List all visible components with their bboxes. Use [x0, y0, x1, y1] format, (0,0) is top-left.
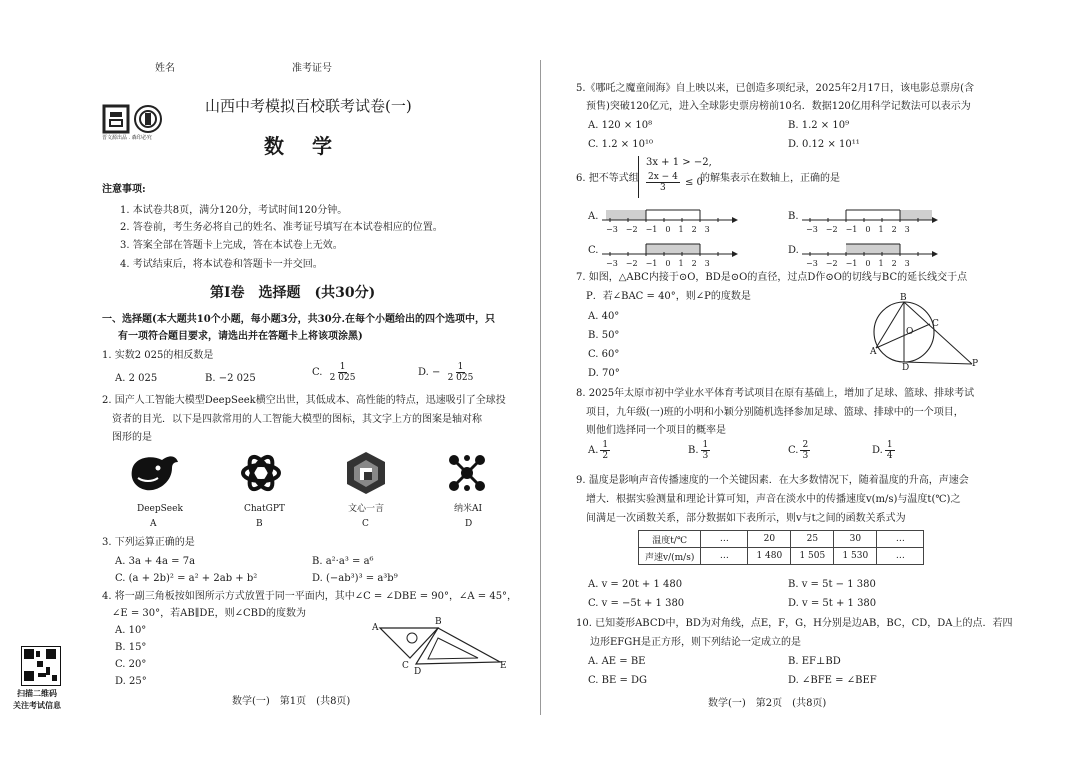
q9-line3: 间满足一次函数关系，部分数据如下表所示，则v与t之间的函数关系式为: [586, 513, 906, 524]
q9-option-a: A. v = 20t + 1 480: [588, 579, 683, 590]
q8-line2: 项目，九年级(一)班的小明和小颖分别随机选择参加足球、篮球、排球中的一个项目，: [586, 407, 964, 418]
deepseek-icon: [128, 450, 180, 498]
q6-ineq-1: 3x + 1 > −2,: [646, 157, 712, 168]
q9-line1: 9. 温度是影响声音传播速度的一个关键因素．在大多数情况下，随着温度的升高，声速会: [576, 475, 969, 486]
q8-line3: 则他们选择同一个项目的概率是: [586, 425, 726, 436]
q2-line2: 资者的目光．以下是四款常用的人工智能大模型的图标，其文字上方的图案是轴对称: [112, 414, 482, 425]
q8-option-d: D. $\frac{1}{4}$: [872, 440, 893, 461]
number-line-d-label: D.: [788, 245, 799, 256]
nami-ai-icon: [446, 452, 488, 498]
publisher-logo: [102, 104, 166, 144]
fig7-label-d: D: [902, 363, 910, 373]
q5-line2: 预售)突破120亿元，进入全球影史票房榜前10名．数据120亿用科学记数法可以表示为: [586, 101, 971, 112]
notes-title: 注意事项:: [102, 184, 146, 195]
q6-stem-post: 的解集表示在数轴上，正确的是: [700, 173, 840, 184]
icon-caption-d: 纳米AI: [454, 504, 483, 514]
number-line-c: [588, 240, 738, 272]
icon-letter-c: C: [362, 519, 369, 529]
q2-line1: 2. 国产人工智能大模型DeepSeek横空出世，其低成本、高性能的特点，迅速吸引了全球投: [102, 395, 506, 406]
icon-letter-d: D: [465, 519, 473, 529]
q8-line1: 8. 2025年太原市初中学业水平体育考试项目在原有基础上，增加了足球、篮球、排球考试: [576, 388, 975, 399]
subject-title: 数 学: [264, 134, 336, 158]
q5-option-d: D. 0.12 × 10¹¹: [788, 139, 860, 150]
q7-line2: P．若∠BAC = 40°，则∠P的度数是: [586, 291, 751, 302]
table-cell: …: [877, 548, 924, 565]
table-row: [639, 548, 924, 565]
triangle-figure: [372, 616, 512, 676]
table-cell: 温度t/℃: [639, 531, 701, 548]
q6-ineq-2: $\frac{2x - 4}{3}$ ≤ 0: [648, 172, 703, 193]
part-title: 第Ⅰ卷 选择题 (共30分): [210, 285, 376, 301]
q1-option-c: C. $\frac{1}{2 025}$: [312, 362, 356, 383]
q1-option-b: B. −2 025: [205, 373, 256, 384]
q10-line2: 边形EFGH是正方形，则下列结论一定成立的是: [590, 637, 801, 648]
q6-brace: [638, 156, 643, 198]
page-divider: [540, 60, 541, 715]
q1-option-d: D. − $\frac{1}{2 025}$: [418, 362, 474, 383]
number-line-b-label: B.: [788, 211, 799, 222]
q8-option-c: C. $\frac{2}{3}$: [788, 440, 809, 461]
table-cell: …: [701, 548, 748, 565]
number-line-d: [788, 240, 938, 272]
qr-caption-1: 扫描二维码: [17, 688, 57, 698]
q1-option-a: A. 2 025: [115, 373, 158, 384]
q4-option-d: D. 25°: [115, 676, 147, 687]
section-header-line1: 一、选择题(本大题共10个小题，每小题3分，共30分.在每个小题给出的四个选项中，只: [102, 314, 496, 325]
q1-stem: 1. 实数2 025的相反数是: [102, 350, 214, 361]
q3-option-a: A. 3a + 4a = 7a: [115, 556, 196, 567]
circle-figure: [868, 293, 980, 373]
note-3: 3. 答案全部在答题卡上完成，答在本试卷上无效。: [120, 240, 343, 251]
number-line-b: [788, 206, 938, 238]
number-line-a-ticks: −3 −2 −1 0 1 2 3: [606, 225, 710, 234]
q9-line2: 增大．根据实验测量和理论计算可知，声音在淡水中的传播速度v(m/s)与温度t(℃)之: [586, 494, 961, 505]
fig7-label-p: P: [972, 359, 979, 369]
q4-option-b: B. 15°: [115, 642, 147, 653]
q7-option-c: C. 60°: [588, 349, 620, 360]
fig7-label-o: O: [906, 327, 914, 337]
table-cell: …: [877, 531, 924, 548]
exam-title: 山西中考模拟百校联考试卷(一): [205, 97, 412, 115]
chatgpt-icon: [238, 450, 284, 500]
wenxin-icon: [344, 450, 388, 500]
q5-line1: 5.《哪吒之魔童闹海》自上映以来，已创造多项纪录，2025年2月17日，该电影总票房(含: [576, 83, 974, 94]
q4-option-c: C. 20°: [115, 659, 147, 670]
table-cell: 20: [748, 531, 791, 548]
qr-caption-2: 关注考试信息: [13, 700, 61, 710]
note-4: 4. 考试结束后，将本试卷和答题卡一并交回。: [120, 259, 323, 270]
table-cell: 1 480: [748, 548, 791, 565]
q7-option-a: A. 40°: [588, 311, 620, 322]
q4-line1: 4. 将一副三角板按如图所示方式放置于同一平面内，其中∠C = ∠DBE = 90°，∠A = 45°，: [102, 591, 518, 602]
fig4-label-c: C: [402, 661, 409, 671]
number-line-c-ticks: −3 −2 −1 0 1 2 3: [606, 259, 710, 268]
table-row: [639, 531, 924, 548]
section-header-line2: 有一项符合题目要求，请选出并在答题卡上将该项涂黑): [118, 331, 363, 342]
page2-footer: 数学(一) 第2页 (共8页): [708, 698, 827, 709]
q9-option-d: D. v = 5t + 1 380: [788, 598, 877, 609]
fig7-label-c: C: [932, 319, 939, 329]
q8-option-a: A. $\frac{1}{2}$: [588, 440, 609, 461]
number-line-d-ticks: −3 −2 −1 0 1 2 3: [806, 259, 910, 268]
q3-option-d: D. (−ab³)³ = a³b⁹: [312, 573, 398, 584]
page1-footer: 数学(一) 第1页 (共8页): [232, 696, 351, 707]
q7-option-d: D. 70°: [588, 368, 620, 379]
q10-line1: 10. 已知菱形ABCD中，BD为对角线，点E，F，G，H分别是边AB，BC，CD，DA上的点．若四: [576, 618, 1013, 629]
q9-option-b: B. v = 5t − 1 380: [788, 579, 876, 590]
publisher-caption: 晋文源出品 . 森印必究: [102, 135, 152, 141]
fig4-label-d: D: [414, 667, 422, 677]
fig7-label-b: B: [900, 293, 907, 303]
q9-option-c: C. v = −5t + 1 380: [588, 598, 685, 609]
fig4-label-a: A: [372, 623, 379, 633]
icon-caption-a: DeepSeek: [137, 504, 183, 514]
q3-option-c: C. (a + 2b)² = a² + 2ab + b²: [115, 573, 258, 584]
note-1: 1. 本试卷共8页，满分120分，考试时间120分钟。: [120, 205, 348, 216]
fig4-label-b: B: [435, 617, 442, 627]
table-cell: 声速v/(m/s): [639, 548, 701, 565]
q4-line2: ∠E = 30°，若AB∥DE，则∠CBD的度数为: [112, 608, 307, 619]
exam-no-label: 准考证号: [292, 63, 332, 74]
fig4-label-e: E: [500, 661, 507, 671]
q8-option-b: B. $\frac{1}{3}$: [688, 440, 709, 461]
table-cell: …: [701, 531, 748, 548]
q5-option-a: A. 120 × 10⁸: [588, 120, 653, 131]
q5-option-b: B. 1.2 × 10⁹: [788, 120, 850, 131]
icon-caption-b: ChatGPT: [244, 504, 285, 514]
qr-code[interactable]: [21, 646, 61, 686]
note-2: 2. 答卷前，考生务必将自己的姓名、准考证号填写在本试卷相应的位置。: [120, 222, 443, 233]
name-label: 姓名: [155, 63, 175, 74]
q3-option-b: B. a²·a³ = a⁶: [312, 556, 374, 567]
q6-stem-pre: 6. 把不等式组: [576, 173, 639, 184]
number-line-a-label: A.: [588, 211, 599, 222]
icon-caption-c: 文心一言: [348, 504, 385, 514]
number-line-a: [588, 206, 738, 238]
q10-option-d: D. ∠BFE = ∠BEF: [788, 675, 877, 686]
q10-option-b: B. EF⊥BD: [788, 656, 841, 667]
q7-line1: 7. 如图，△ABC内接于⊙O，BD是⊙O的直径，过点D作⊙O的切线与BC的延长线交于点: [576, 272, 968, 283]
q5-option-c: C. 1.2 × 10¹⁰: [588, 139, 654, 150]
q10-option-c: C. BE = DG: [588, 675, 648, 686]
speed-table: [638, 530, 924, 565]
table-cell: 25: [791, 531, 834, 548]
q3-stem: 3. 下列运算正确的是: [102, 537, 195, 548]
fig7-label-a: A: [870, 347, 877, 357]
icon-letter-a: A: [150, 519, 157, 529]
q4-option-a: A. 10°: [115, 625, 147, 636]
q10-option-a: A. AE = BE: [588, 656, 646, 667]
q7-option-b: B. 50°: [588, 330, 620, 341]
table-cell: 1 505: [791, 548, 834, 565]
table-cell: 30: [834, 531, 877, 548]
icon-letter-b: B: [256, 519, 263, 529]
number-line-b-ticks: −3 −2 −1 0 1 2 3: [806, 225, 910, 234]
number-line-c-label: C.: [588, 245, 599, 256]
q2-line3: 图形的是: [112, 432, 152, 443]
table-cell: 1 530: [834, 548, 877, 565]
